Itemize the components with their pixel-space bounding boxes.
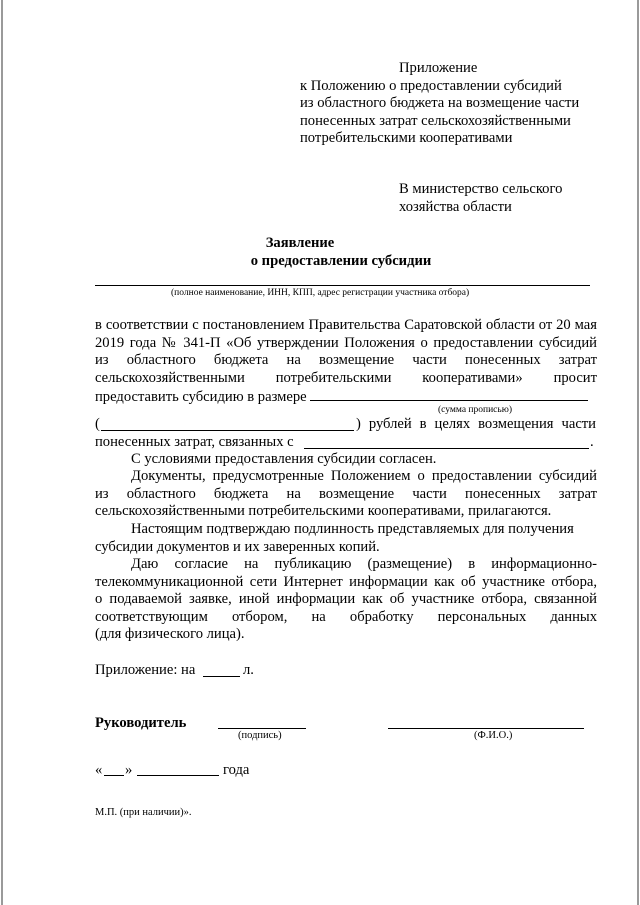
appendix-line: потребительскими кооперативами: [300, 130, 513, 146]
text-line: в соответствии с постановлением Правительства Саратовской области от 20 мая: [95, 317, 597, 333]
date-month-field[interactable]: [137, 775, 219, 776]
applicant-name-field[interactable]: [95, 285, 590, 286]
signatory-role: Руководитель: [95, 715, 187, 731]
appendix-line: из областного бюджета на возмещение части: [300, 95, 580, 111]
attachment-pages-field[interactable]: [203, 676, 240, 677]
full-name-caption: (Ф.И.О.): [474, 730, 513, 741]
attachment-suffix: л.: [243, 662, 254, 678]
recipient-line: В министерство сельского: [399, 181, 563, 197]
text-line: из областного бюджета на возмещение части понесенных затрат: [95, 485, 597, 502]
signature-field[interactable]: [218, 728, 306, 729]
text-line: Документы, предусмотренные Положением о предоставлении субсидий: [131, 468, 597, 484]
appendix-title: Приложение: [399, 60, 478, 76]
expenses-label: понесенных затрат, связанных с: [95, 434, 294, 450]
document-title: Заявление: [265, 235, 335, 251]
text-line: о подаваемой заявке, иной информации как об участнике отбора, связанной: [95, 591, 597, 607]
appendix-header: [300, 60, 620, 148]
recipient-block: [399, 181, 619, 216]
text-line: сельскохозяйственными потребительскими кооперативами» просит: [95, 369, 597, 386]
date-open-quote: «: [95, 762, 103, 778]
appendix-line: понесенных затрат сельскохозяйственными: [300, 112, 571, 129]
amount-in-words-field[interactable]: [310, 387, 588, 401]
text-line: сельскохозяйственными потребительскими кооперативами, прилагаются.: [95, 503, 552, 519]
text-line: из областного бюджета на возмещение части понесенных затрат: [95, 352, 597, 368]
full-name-field[interactable]: [388, 728, 584, 729]
text-line: Даю согласие на публикацию (размещение) в информационно-: [131, 556, 597, 572]
text-line: Настоящим подтверждаю подлинность представляемых для получения: [131, 521, 574, 537]
recipient-line: хозяйства области: [399, 198, 512, 215]
authenticity-paragraph: [95, 521, 597, 556]
documents-paragraph: [95, 468, 597, 521]
text-line: субсидии документов и их заверенных копий.: [95, 538, 380, 555]
applicant-caption: (полное наименование, ИНН, КПП, адрес регистрации участника отбора): [171, 288, 470, 298]
text-line: 2019 года № 341-П «Об утверждении Положения о предоставлении субсидий: [95, 334, 597, 351]
appendix-line: к Положению о предоставлении субсидий: [300, 77, 562, 94]
text-line: (для физического лица).: [95, 626, 245, 642]
amount-purpose: ) рублей в целях возмещения части: [356, 416, 596, 432]
amount-caption: (сумма прописью): [438, 405, 512, 415]
expenses-field[interactable]: [304, 448, 589, 449]
text-line: соответствующим отбором, на обработку персональных данных: [95, 608, 597, 625]
amount-digits-field[interactable]: [101, 430, 354, 431]
scan-left-edge: [1, 0, 3, 905]
amount-digits-open: (: [95, 416, 100, 432]
amount-label: предоставить субсидию в размере: [95, 389, 307, 405]
date-close-quote: »: [125, 762, 133, 778]
consent-paragraph: [95, 556, 597, 644]
date-year-word: года: [223, 762, 250, 778]
request-paragraph: [95, 317, 597, 407]
scan-right-edge: [637, 0, 639, 905]
date-day-field[interactable]: [104, 775, 124, 776]
signature-caption: (подпись): [238, 730, 282, 741]
amount-line: [95, 387, 597, 407]
text-line: телекоммуникационной сети Интернет информации как об участнике отбора,: [95, 573, 597, 590]
conditions-agreement: С условиями предоставления субсидии согласен.: [131, 451, 437, 467]
document-subtitle: о предоставлении субсидии: [250, 253, 432, 269]
stamp-note: М.П. (при наличии)».: [95, 807, 192, 818]
attachment-label: Приложение: на: [95, 662, 196, 678]
expenses-period: .: [590, 434, 594, 450]
